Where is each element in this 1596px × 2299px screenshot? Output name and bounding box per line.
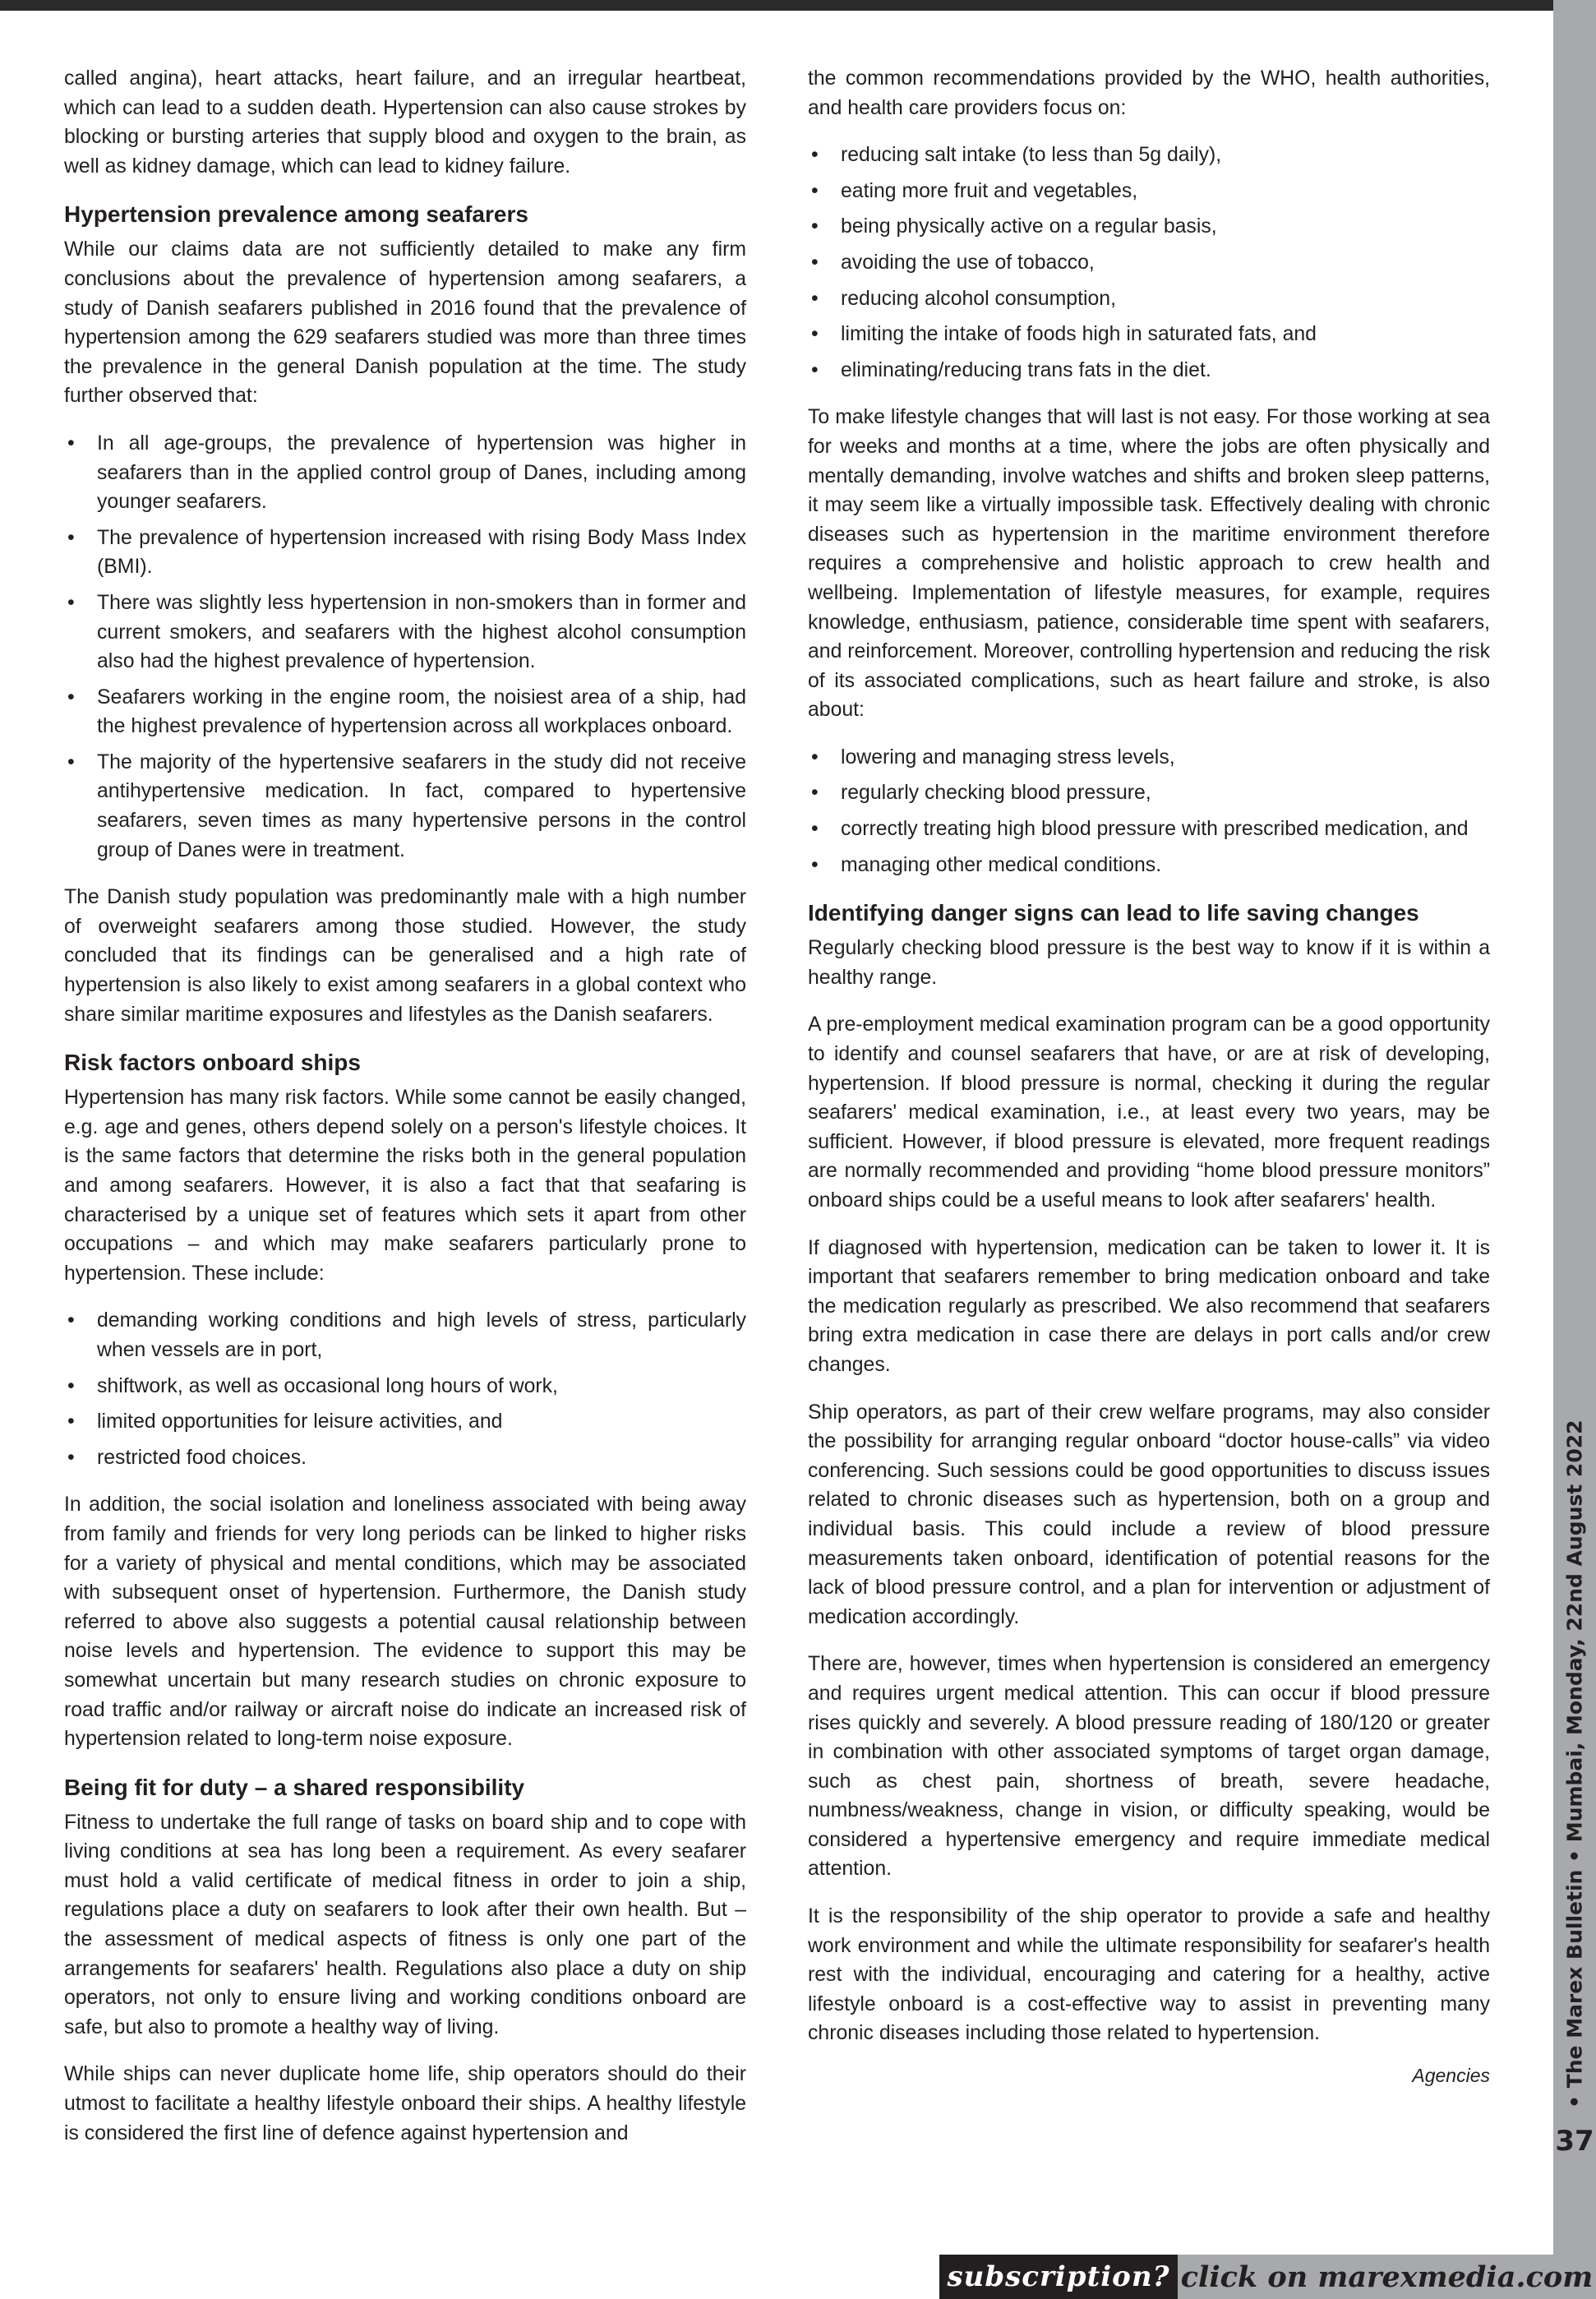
emergency-paragraph: There are, however, times when hypertension is considered an emergency and requires urgent medical attention. This can occur if blood pressure rises quickly and severely. A blood pressure reading of 180/120 or greater in combination with other associated symptoms of target organ damage, such as chest pain, shortness of breath, severe headache, numbness/weakness, change in vision, or difficulty speaking, would be considered a hypertensive emergency and require immediate medical attention. (808, 1653, 1490, 1881)
list-item: • being physically active on a regular basis, (808, 212, 1490, 242)
list-item: • restricted food choices. (64, 1443, 746, 1473)
list-item: • regularly checking blood pressure, (808, 778, 1490, 808)
left-column (64, 64, 746, 2166)
list-item: • shiftwork, as well as occasional long hours of work, (64, 1372, 746, 1401)
list-item: • limiting the intake of foods high in saturated fats, and (808, 320, 1490, 349)
list-item: • reducing alcohol consumption, (808, 284, 1490, 314)
medication-paragraph: If diagnosed with hypertension, medication can be taken to lower it. It is important that seafarers remember to bring medication onboard and take the medication regularly as prescribed. We also recommend that seafarers bring extra medication in case there are delays in port calls and/or crew changes. (808, 1236, 1490, 1376)
prevalence-paragraph: While our claims data are not sufficiently detailed to make any firm conclusions about the prevalence of hypertension among seafarers, a study of Danish seafarers published in 2016 found that the prevalence of hypertension among the 629 seafarers studied was more than three times the prevalence in the general Danish population at the time. The study further observed that: (64, 238, 746, 408)
responsibility-paragraph: It is the responsibility of the ship operator to provide a safe and healthy work environment and while the ultimate responsibility for seafarer's health rest with the individual, encouraging and catering for a healthy, active lifestyle onboard is a cost-effective way to assist in preventing many chronic diseases including those related to hypertension. (808, 1905, 1490, 2045)
list-item: • demanding working conditions and high levels of stress, particularly when vessels are in port, (64, 1306, 746, 1364)
control-list (808, 743, 1490, 879)
list-item: • eating more fruit and vegetables, (808, 177, 1490, 206)
intro-paragraph: called angina), heart attacks, heart failure, and an irregular heartbeat, which can lead to a sudden death. Hypertension can also cause strokes by blocking or bursting arteries that supply blood and oxygen to the brain, as well as kidney damage, which can lead to kidney failure. (64, 67, 746, 178)
lifestyle-paragraph: To make lifestyle changes that will last is not easy. For those working at sea for weeks and months at a time, where the jobs are often physically and mentally demanding, involve watches and shifts and broken sleep patterns, it may seem like a virtually impossible task. Effectively dealing with chronic diseases such as hypertension in the maritime environment therefore requires a comprehensive and holistic approach to crew health and wellbeing. Implementation of lifestyle measures, for example, requires knowledge, enthusiasm, patience, considerable time spent with seafarers, and reinforcement. Moreover, controlling hypertension and reducing the risk of its associated complications, such as heart failure and stroke, is also about: (808, 406, 1490, 722)
list-item: • There was slightly less hypertension in non-smokers than in former and current smokers, and seafarers with the highest alcohol consumption also had the highest prevalence of hypertension. (64, 589, 746, 676)
risk-factors-list (64, 1306, 746, 1472)
list-item: • Seafarers working in the engine room, the noisiest area of a ship, had the highest prevalence of hypertension across all workplaces onboard. (64, 683, 746, 741)
home-life-paragraph: While ships can never duplicate home life, ship operators should do their utmost to facilitate a healthy lifestyle onboard their ships. A healthy lifestyle is considered the first line of defence against hypertension and (64, 2063, 746, 2144)
subscription-link[interactable]: click on marexmedia.com (1180, 2260, 1594, 2294)
list-item: • correctly treating high blood pressure with prescribed medication, and (808, 815, 1490, 844)
pre-employment-paragraph: A pre-employment medical examination program can be a good opportunity to identify and counsel seafarers that have, or are at risk of developing, hypertension. If blood pressure is normal, checking it during the regular seafarers' medical examination, i.e., at least every two years, may be sufficient. However, if blood pressure is elevated, more frequent readings are normally recommended and providing “home blood pressure monitors” onboard ships could be a useful means to look after seafarers' health. (808, 1013, 1490, 1212)
list-item: • In all age-groups, the prevalence of hypertension was higher in seafarers than in the applied control group of Danes, including among younger seafarers. (64, 429, 746, 517)
top-rule (0, 0, 1553, 11)
danish-study-paragraph: The Danish study population was predominantly male with a high number of overweight seafarers among those studied. However, the study concluded that its findings can be generalised and a high rate of hypertension is also likely to exist among seafarers in a global context who share similar maritime exposures and lifestyles as the Danish seafarers. (64, 886, 746, 1026)
list-item: • limited opportunities for leisure activities, and (64, 1407, 746, 1437)
heading-risk-factors: Risk factors onboard ships (64, 1050, 361, 1076)
ship-operators-paragraph: Ship operators, as part of their crew welfare programs, may also consider the possibility for arranging regular onboard “doctor house-calls” via video conferencing. Such sessions could be good opportunities to discuss issues related to chronic diseases such as hypertension, both on a group and individual basis. This could include a review of blood pressure measurements taken onboard, identification of potential reasons for the lack of blood pressure control, and a plan for intervention or adjustment of medication accordingly. (808, 1401, 1490, 1628)
list-item: • eliminating/reducing trans fats in the diet. (808, 356, 1490, 385)
fitness-paragraph: Fitness to undertake the full range of tasks on board ship and to cope with living conditions at sea has long been a requirement. As every seafarer must hold a valid certificate of medical fitness in order to join a ship, regulations place a duty on seafarers to look after their own health. But – the assessment of medical aspects of fitness is only one part of the arrangements for seafarers' health. Regulations also place a duty on ship operators, not only to ensure living and working conditions onboard are safe, but also to promote a healthy way of living. (64, 1811, 746, 2038)
checking-paragraph: Regularly checking blood pressure is the best way to know if it is within a healthy range. (808, 937, 1490, 989)
subscription-label: subscription? (939, 2255, 1178, 2299)
list-item: • avoiding the use of tobacco, (808, 248, 1490, 278)
recommendations-list (808, 141, 1490, 385)
study-findings-list (64, 429, 746, 865)
risk-paragraph: Hypertension has many risk factors. While some cannot be easily changed, e.g. age and genes, others depend solely on a person's lifestyle choices. It is the same factors that determine the risks both in the general population and among seafarers. However, it is also a fact that that seafaring is characterised by a unique set of features which sets it apart from other occupations – and which may make seafarers particularly prone to hypertension. These include: (64, 1087, 746, 1285)
list-item: • The prevalence of hypertension increased with rising Body Mass Index (BMI). (64, 524, 746, 582)
heading-prevalence: Hypertension prevalence among seafarers (64, 201, 528, 228)
running-head: • The Marex Bulletin • Mumbai, Monday, 22nd August 2022 (1562, 1420, 1587, 2108)
list-item: • reducing salt intake (to less than 5g daily), (808, 141, 1490, 170)
heading-fit-for-duty: Being fit for duty – a shared responsibility (64, 1774, 525, 1800)
right-column (808, 64, 1490, 2109)
heading-danger-signs: Identifying danger signs can lead to life saving changes (808, 900, 1419, 926)
page-number: 37 (1555, 2125, 1594, 2158)
source-credit: Agencies (1412, 2065, 1490, 2087)
list-item: • The majority of the hypertensive seafarers in the study did not receive antihypertensive medication. In fact, compared to hypertensive seafarers, seven times as many hypertensive persons in the control group of Danes were in treatment. (64, 748, 746, 865)
common-recommendations-paragraph: the common recommendations provided by the WHO, health authorities, and health care providers focus on: (808, 67, 1490, 119)
list-item: • managing other medical conditions. (808, 851, 1490, 880)
isolation-paragraph: In addition, the social isolation and loneliness associated with being away from family and friends for very long periods can be linked to higher risks for a variety of physical and mental conditions, which may be associated with subsequent onset of hypertension. Furthermore, the Danish study referred to above also suggests a potential causal relationship between noise levels and hypertension. The evidence to support this may be somewhat uncertain but many research studies on chronic exposure to road traffic and/or railway or aircraft noise do indicate an increased risk of hypertension related to long-term noise exposure. (64, 1493, 746, 1751)
list-item: • lowering and managing stress levels, (808, 743, 1490, 773)
